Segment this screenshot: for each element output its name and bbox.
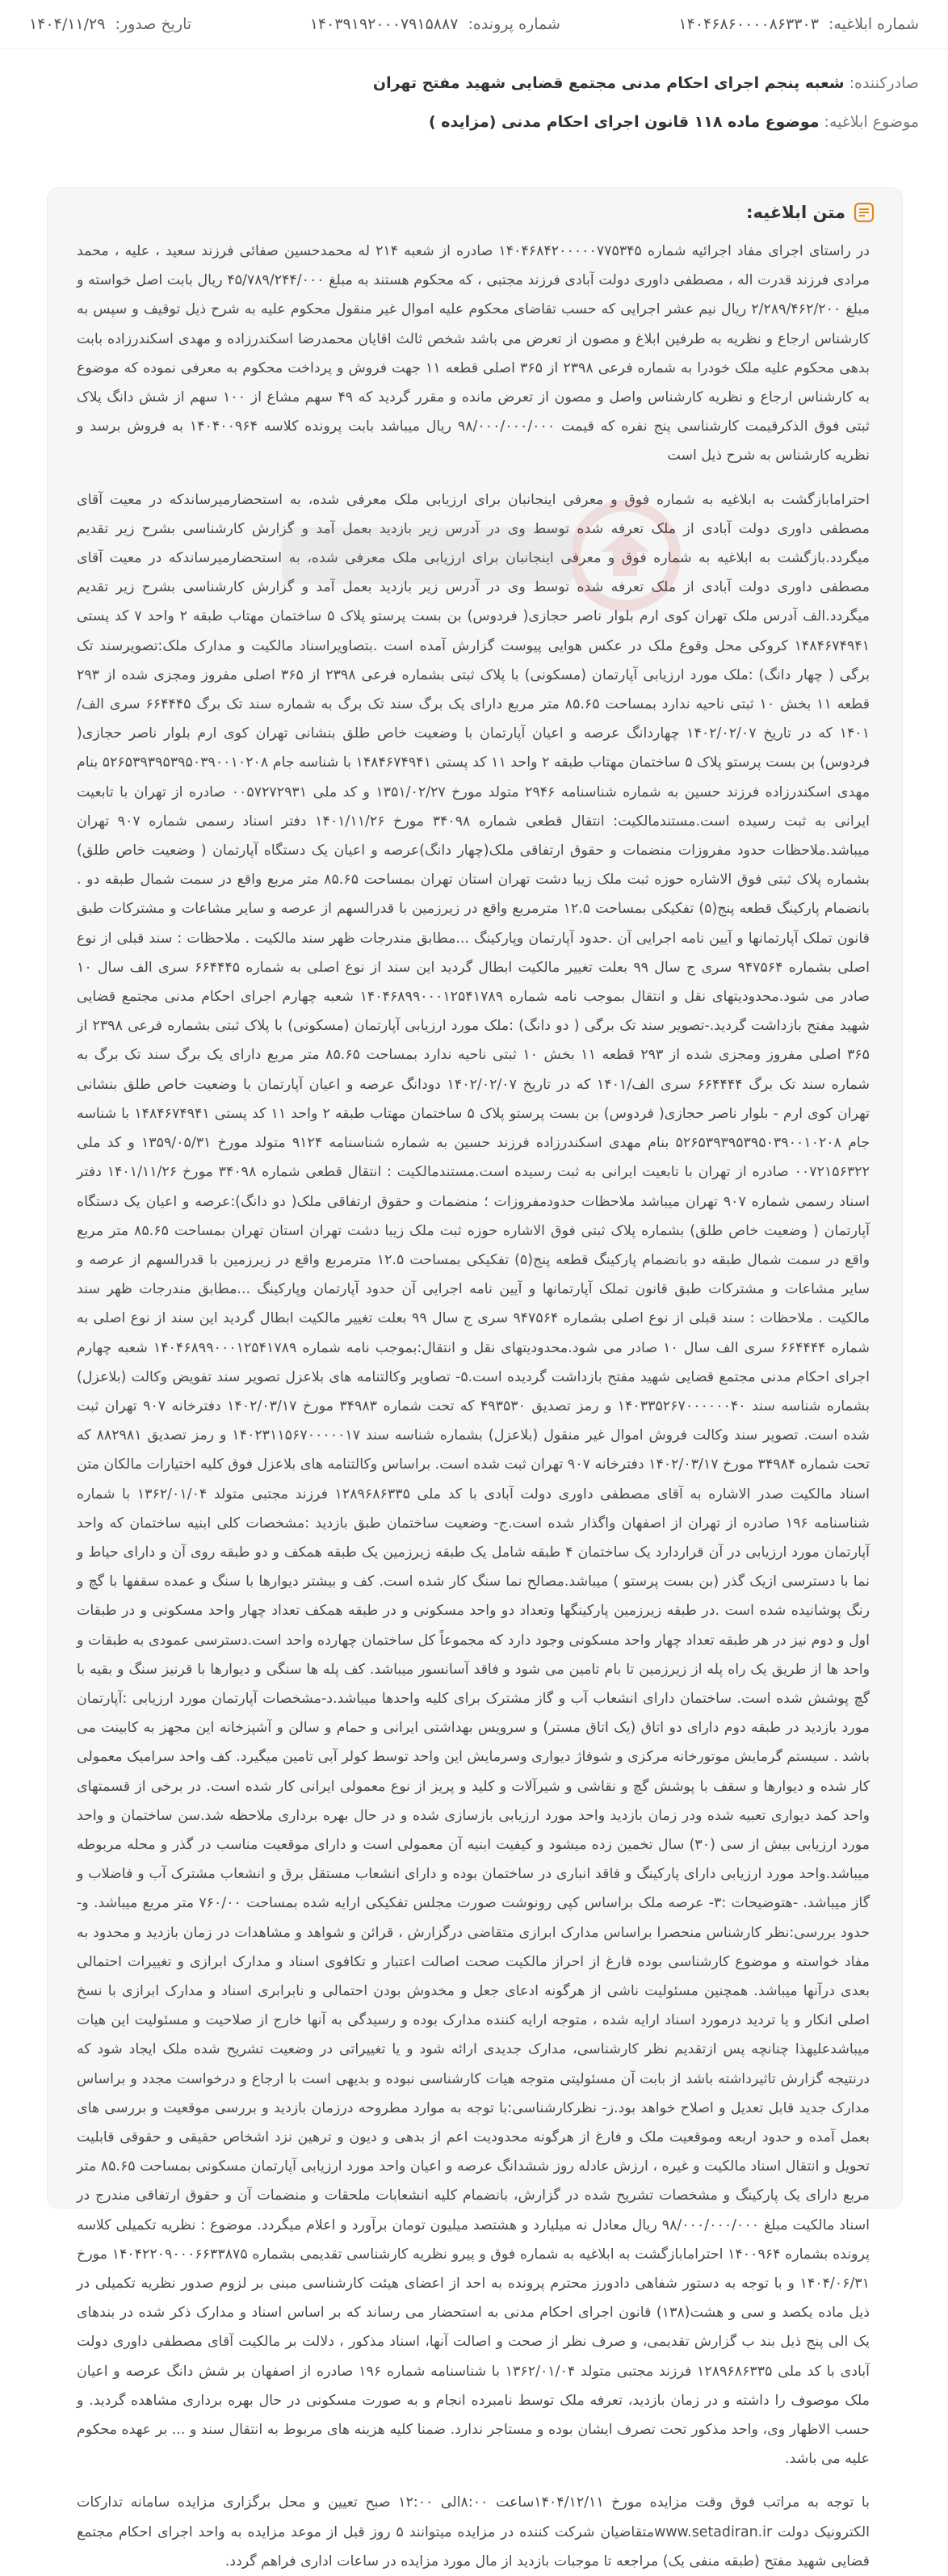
issue-date-label: تاریخ صدور: — [115, 15, 192, 33]
subject-line — [0, 103, 948, 141]
section-title-label: متن ابلاغیه: — [746, 203, 845, 222]
issuer-value: شعبه پنجم اجرای احکام مدنی مجتمع قضایی شهید مفتح تهران — [372, 74, 845, 92]
case-number-label: شماره پرونده: — [468, 15, 560, 33]
issuer-label: صادرکننده: — [849, 74, 919, 92]
notice-body-card — [47, 187, 903, 2570]
section-title — [48, 188, 902, 237]
notice-number-value: ۱۴۰۴۶۸۶۰۰۰۰۸۶۳۳۰۳ — [678, 15, 819, 33]
case-number — [310, 15, 560, 33]
notice-header — [0, 0, 948, 49]
subject-label: موضوع ابلاغیه: — [824, 113, 919, 131]
notice-number-label: شماره ابلاغیه: — [828, 15, 919, 33]
paragraph: احتراماباز‌گشت به ابلاغیه به شماره فوق و معرفی اینجانبان برای ارزیابی ملک معرفی شده، به استحضارمیرساندکه در معیت آقای مصطفی داوری دولت آبادی از ملک تعرفه شده توسط وی در آدرس زیر بازدید بعمل آمد و گزارش کارشناسی بشرح زیر تقدیم میگردد.بازگشت به ابلاغیه به شماره فوق و معرفی اینجانبان برای ارزیابی ملک معرفی شده، به استحضارمیرساندکه در معیت آقای مصطفی داوری دولت آبادی از ملک تعرفه شده توسط وی در آدرس زیر بازدید بعمل آمد و گزارش کارشناسی بشرح زیر تقدیم میگردد.الف آدرس ملک تهران کوی ارم بلوار ناصر حجازی( فردوس) بن بست پرستو پلاک ۵ ساختمان مهتاب طبقه ۲ واحد ۷ کد پستی ۱۴۸۴۶۷۴۹۴۱ کروکی محل وقوع ملک در عکس هوایی پیوست گزارش آمده است .بتصاویراسناد مالکیت و مدارک ملک:تصویرسند تک برگی ( چهار دانگ) :ملک مورد ارزیابی آپارتمان (مسکونی) با پلاک ثبتی بشماره فرعی ۲۳۹۸ از ۳۶۵ اصلی مفروز ومجزی شده از ۲۹۳ قطعه ۱۱ بخش ۱۰ ثبتی ناحیه ندارد بمساحت ۸۵.۶۵ متر مربع دارای یک برگ سند تک برگ به شماره سند تک برگ ۶۶۴۴۴۵ سری الف/۱۴۰۱ که در تاریخ ۱۴۰۲/۰۲/۰۷ چهاردانگ عرصه و اعیان آپارتمان با وضعیت خاص طلق بنشانی تهران کوی ارم بلوار ناصر حجازی( فردوس) بن بست پرستو پلاک ۵ ساختمان مهتاب طبقه ۲ واحد ۱۱ کد پستی ۱۴۸۴۶۷۴۹۴۱ با شناسه جام ۵۲۶۵۳۹۳۹۵۳۹۵۰۳۹۰۰۱۰۲۰۸ بنام مهدی اسکندرزاده فرزند حسین به شماره شناسنامه ۲۹۴۶ متولد مورخ ۱۳۵۱/۰۲/۲۷ و کد ملی ۰۰۵۷۲۷۲۹۳۱ صادره از تهران با تابعیت ایرانی به ثبت رسیده است.مستندمالکیت: انتقال قطعی شماره ۳۴۰۹۸ مورخ ۱۴۰۱/۱۱/۲۶ دفتر اسناد رسمی شماره ۹۰۷ تهران میباشد.ملاحظات حدود مفروزات منضمات و حقوق ارتفاقی ملک(چهار دانگ)عرصه و اعیان یک دستگاه آپارتمان ( وضعیت خاص طلق) بشماره پلاک ثبتی فوق الاشاره حوزه ثبت ملک زیبا دشت تهران استان تهران بمساحت ۸۵.۶۵ متر مربع واقع در سمت شمال طبقه دو . بانضمام پارکینگ قطعه پنج(۵) تفکیکی بمساحت ۱۲.۵ مترمربع واقع در زیرزمین با قدرالسهم از عرصه و سایر مشاعات و مشترکات طبق قانون تملک آپارتمانها و آیین نامه اجرایی آن .حدود آپارتمان وپارکینگ ...مطابق مندرجات ظهر سند مالکیت . ملاحظات : سند قبلی از نوع اصلی بشماره ۹۴۷۵۶۴ سری ج سال ۹۹ بعلت تغییر مالکیت ابطال گردید این سند از نوع اصلی به شماره ۶۶۴۴۴۵ سری الف سال ۱۰ صادر می شود.محدودیتهای نقل و انتقال بموجب نامه شماره ۱۴۰۴۶۸۹۹۰۰۰۱۲۵۴۱۷۸۹ شعبه چهارم اجرای احکام مدنی مجتمع قضایی شهید مفتح بازداشت گردید.-تصویر سند تک برگی ( دو دانگ) :ملک مورد ارزیابی آپارتمان (مسکونی) با پلاک ثبتی بشماره فرعی ۲۳۹۸ از ۳۶۵ اصلی مفروز ومجزی شده از ۲۹۳ قطعه ۱۱ بخش ۱۰ ثبتی ناحیه ندارد بمساحت ۸۵.۶۵ متر مربع دارای یک برگ سند تک برگ به شماره سند تک برگ ۶۶۴۴۴۴ سری الف/۱۴۰۱ که در تاریخ ۱۴۰۲/۰۲/۰۷ دودانگ عرصه و اعیان آپارتمان با وضعیت خاص طلق بنشانی تهران کوی ارم - بلوار ناصر حجازی( فردوس) بن بست پرستو پلاک ۵ ساختمان مهتاب طبقه ۲ واحد ۱۱ کد پستی ۱۴۸۴۶۷۴۹۴۱ با شناسه جام ۵۲۶۵۳۹۳۹۵۳۹۵۰۳۹۰۰۱۰۲۰۸ بنام مهدی اسکندرزاده فرزند حسین به شماره شناسنامه ۹۱۲۴ متولد مورخ ۱۳۵۹/۰۵/۳۱ و کد ملی ۰۰۷۲۱۵۶۳۲۲ صادره از تهران با تابعیت ایرانی به ثبت رسیده است.مستندمالکیت : انتقال قطعی شماره ۳۴۰۹۸ مورخ ۱۴۰۱/۱۱/۲۶ دفتر اسناد رسمی شماره ۹۰۷ تهران میباشد ملاحظات حدودمفروزات ؛ منضمات و حقوق ارتفاقی ملک( دو دانگ):عرصه و اعیان یک دستگاه آپارتمان ( وضعیت خاص طلق) بشماره پلاک ثبتی فوق الاشاره حوزه ثبت ملک زیبا دشت تهران استان تهران بمساحت ۸۵.۶۵ متر مربع واقع در سمت شمال طبقه دو بانضمام پارکینگ قطعه پنج(۵) تفکیکی بمساحت ۱۲.۵ مترمربع واقع در زیرزمین با قدرالسهم از عرصه و سایر مشاعات و مشترکات طبق قانون تملک آپارتمانها و آیین نامه اجرایی آن حدود آپارتمان وپارکینگ ...مطابق مندرجات ظهر سند مالکیت . ملاحظات : سند قبلی از نوع اصلی بشماره ۹۴۷۵۶۴ سری ج سال ۹۹ بعلت تغییر مالکیت ابطال گردید این سند از نوع اصلی به شماره ۶۶۴۴۴۴ سری الف سال ۱۰ صادر می شود.محدودیتهای نقل و انتقال:بموجب نامه شماره ۱۴۰۴۶۸۹۹۰۰۰۱۲۵۴۱۷۸۹ شعبه چهارم اجرای احکام مدنی مجتمع قضایی شهید مفتح بازداشت گردیده است.۵- تصاویر وکالتنامه های بلاعزل تصویر سند تفویض وکالت (بلاعزل) بشماره شناسه سند ۱۴۰۳۳۵۲۶۷۰۰۰۰۰۰۴۰ و رمز تصدیق ۴۹۳۵۳۰ که تحت شماره ۳۴۹۸۳ مورخ ۱۴۰۲/۰۳/۱۷ دفترخانه ۹۰۷ تهران ثبت شده است. تصویر سند وکالت فروش اموال غیر منقول (بلاعزل) بشماره شناسه سند ۱۴۰۲۳۱۱۵۶۷۰۰۰۰۰۱۷ و رمز تصدیق ۸۸۲۹۸۱ که تحت شماره ۳۴۹۸۴ مورخ ۱۴۰۲/۰۳/۱۷ دفترخانه ۹۰۷ تهران ثبت شده است. براساس وکالتنامه های بلاعزل فوق کلیه اختیارات مالکان متن اسناد مالکیت صدر الاشاره به آقای مصطفی داوری دولت آبادی با کد ملی ۱۲۸۹۶۸۶۳۳۵ فرزند مجتبی متولد ۱۳۶۲/۰۱/۰۴ با شماره شناسنامه ۱۹۶ صادره از تهران از اصفهان واگذار شده است.ج- وضعیت ساختمان طبق بازدید :مشخصات کلی ابنیه ساختمان که واحد آپارتمان مورد ارزیابی در آن قراردارد یک ساختمان ۴ طبقه شامل یک طبقه زیرزمین یک طبقه همکف و دو طبقه روی آن و دارای حیاط و نما با دسترسی ازیک گذر (بن بست پرستو ) میباشد.مصالح نما سنگ کار شده است. کف و بیشتر دیوارها با سنگ و عمده سقفها با گچ و رنگ پوشانیده شده است .در طبقه زیرزمین پارکینگها وتعداد دو واحد مسکونی و در طبقه همکف تعداد چهار واحد مسکونی و در طبقات اول و دوم نیز در هر طبقه تعداد چهار واحد مسکونی وجود دارد که مجموعاً کل ساختمان چهارده واحد است.دسترسی عمودی به طبقات و واحد ها از طریق یک راه پله از زیرزمین تا بام تامین می شود و فاقد آسانسور میباشد. کف پله ها سنگی و دیوارها با قرنیز سنگ و بقیه با گچ پوشش شده است. ساختمان دارای انشعاب آب و گاز مشترک برای کلیه واحدها میباشد.د-مشخصات آپارتمان مورد ارزیابی :آپارتمان مورد بازدید در طبقه دوم دارای دو اتاق (یک اتاق مستر) و سرویس بهداشتی ایرانی و حمام و سالن و آشپزخانه این مجهز به کابینت می باشد . سیستم گرمایش موتورخانه مرکزی و شوفاژ دیواری وسرمایش این واحد توسط کولر آبی تامین میگیرد. کف واحد سرامیک معمولی کار شده و دیوارها و سقف با پوشش گچ و نقاشی و شیرآلات و کلید و پریز از نوع معمولی ایرانی کار شده است. در برخی از قسمتهای واحد کمد دیواری تعبیه شده ودر زمان بازدید واحد مورد ارزیابی بازسازی شده و در حال بهره برداری ملاحظه شد.سن ساختمان و واحد مورد ارزیابی بیش از سی (۳۰) سال تخمین زده میشود و کیفیت ابنیه آن معمولی است و دارای موقعیت مناسب در گذر و محله مربوطه میباشد.واحد مورد ارزیابی دارای پارکینگ و فاقد انباری در ساختمان بوده و دارای انشعاب مستقل برق و انشعاب مشترک آب و فاضلاب و گاز میباشد. -هتوضیحات :۳- عرصه ملک براساس کپی رونوشت صورت مجلس تفکیکی ارایه شده بمساحت ۷۶۰/۰۰ متر مربع میباشد. و- حدود بررسی:نظر کارشناس منحصرا براساس مدارک ابرازی متقاضی درگزارش ، قرائن و شواهد و مشاهدات در زمان بازدید و محدود به مفاد خواسته و موضوع کارشناسی بوده فارغ از احراز مالکیت صحت اصالت اعتبار و تکافوی اسناد و مدارک ابرازی و تغییرات احتمالی بعدی درآنها میباشد. همچنین مسئولیت ناشی از هرگونه ادعای جعل و مخدوش بودن احتمالی و نابرابری اسناد و مدارک ابرازی با نسخ اصلی انکار و یا تردید درمورد اسناد ارایه شده ، متوجه ارایه کننده مدارک بوده و رسیدگی به آنها خارج از صلاحیت و مسئولیت این هیات میباشدعلیهذا چنانچه پس ازتقدیم نظر کارشناسی، مدارک جدیدی ارائه شود و یا تغییراتی در وضعیت تشریح شده ملک ایجاد شود که درنتیجه گزارش تاثیرداشته باشد از بابت آن مسئولیتی متوجه هیات کارشناسی نبوده و بدیهی است با ارجاع و درخواست مجدد و براساس مدارک جدید قابل تعدیل و اصلاح خواهد بود.ز- نظرکارشناسی:با توجه به موارد مطروحه درزمان بازدید و بررسی موقعیت و بررسی های بعمل آمده و حدود اربعه وموقعیت ملک و فارغ از هرگونه محدودیت اعم از بدهی و دیون و ترهین نزد اشخاص حقیقی و حقوقی قابلیت تحویل و انتقال اسناد مالکیت و غیره ، ارزش عادله روز ششدانگ عرصه و اعیان واحد مورد ارزیابی آپارتمان مسکونی بمساحت ۸۵.۶۵ متر مربع دارای یک پارکینگ و مشخصات تشریح شده در گزارش، بانضمام کلیه انشعابات ملحقات و منضمات آن و حقوق ارتفاقی مندرج در اسناد مالکیت مبلغ ۹۸/۰۰۰/۰۰۰/۰۰۰ ریال معادل نه میلیارد و هشتصد میلیون تومان برآورد و اعلام میگردد. موضوع : نظریه تکمیلی کلاسه پرونده بشماره ۱۴۰۰۹۶۴ احتراماباز‌گشت به ابلاغیه به شماره فوق و پیرو نظریه کارشناسی تقدیمی بشماره ۱۴۰۴۲۲۰۹۰۰۰۶۶۳۳۸۷۵ مورخ ۱۴۰۴/۰۶/۳۱ و با توجه به دستور شفاهی دادورز محترم پرونده به احد از اعضای هیئت کارشناسی مبنی بر لزوم صدور نظریه تکمیلی در ذیل ماده یکصد و سی و هشت(۱۳۸) قانون اجرای احکام مدنی به استحضار می رساند که بر اساس اسناد و مدارک ذکر شده در بندهای یک الی پنج ذیل بند ب گزارش تقدیمی، و صرف نظر از صحت و اصالت آنها، اسناد مذکور ، دلالت بر مالکیت آقای مصطفی داوری دولت آبادی با کد ملی ۱۲۸۹۶۸۶۳۳۵ فرزند مجتبی متولد ۱۳۶۲/۰۱/۰۴ با شناسنامه شماره ۱۹۶ صادره از اصفهان بر شش دانگ عرصه و اعیان ملک موصوف را داشته و در زمان بازدید، تعرفه ملک توسط نامبرده انجام و به صورت مسکونی در حال بهره برداری مشاهده گردید. و حسب الاظهار وی، واحد مذکور تحت تصرف ایشان بوده و مستاجر ندارد. ضمنا کلیه هزینه های مربوط به انتقال سند و ... بر عهده محکوم علیه می باشد. — [77, 491, 870, 2468]
case-number-value: ۱۴۰۳۹۱۹۲۰۰۰۷۹۱۵۸۸۷ — [309, 15, 459, 33]
paragraph: در راستای اجرای مفاد اجرائیه شماره ۱۴۰۴۶۸۴۲۰۰۰۰۰۷۷۵۳۴۵ صادره از شعبه ۲۱۴ له محمدحسین صفائی فرزند سعید ، علیه ، محمد مرادی فرزند قدرت اله ، مصطفی داوری دولت آبادی فرزند مجتبی ، که محکوم هستند به مبلغ ۴۵/۷۸۹/۲۴۴/۰۰۰ ریال بابت اصل خواسته و مبلغ ۲/۲۸۹/۴۶۲/۲۰۰ ریال نیم عشر اجرایی که حسب تقاضای محکوم علیه اموال غیر منقول محکوم علیه به شرح ذیل توقیف و سپس به کارشناس ارجاع و نظریه به طرفین ابلاغ و مصون از تعرض می باشد شخص ثالث اقایان محمدرضا اسکندرزاده و مهدی اسکندرزاده بابت بدهی محکوم علیه ملک خودرا به شماره فرعی ۲۳۹۸ از ۳۶۵ اصلی قطعه ۱۱ جهت فروش و پرداخت محکوم به معرفی نموده که موضوع به کارشناس ارجاع و نظریه کارشناس واصل و مصون از تعرض مانده و مقرر گردید که ۴۹ سهم مشاع از ۱۰۰ سهم از شش دانگ پلاک ثبتی فوق الذکرقیمت کارشناسی پنج نفره که قیمت ۹۸/۰۰۰/۰۰۰/۰۰۰ ریال میباشد بابت پرونده کلاسه ۱۴۰۴۰۰۹۶۴ به فروش برسد و نظریه کارشناس به شرح ذیل است — [77, 243, 870, 464]
paragraph: با توجه به مراتب فوق وقت مزایده مورخ ۱۴۰۴/۱۲/۱۱ساعت ۸:۰۰الی ۱۲:۰۰ صبح تعیین و محل برگزاری مزایده سامانه تدارکات الکترونیک دولت www.setadiran.irمتقاضیان شرکت کننده در مزایده میتوانند ۵ روز قبل از موعد مزایده به واحد اجرای احکام مجتمع قضایی شهید مفتح (طبقه منفی یک) مراجعه تا موجبات بازدید از مال مورد مزایده در ساعات اداری فراهم گردد. — [77, 2494, 870, 2570]
document-icon — [854, 202, 875, 223]
notice-text — [48, 237, 902, 2576]
notice-number — [678, 15, 919, 33]
issue-date — [29, 15, 191, 33]
subject-value: موضوع ماده ۱۱۸ قانون اجرای احکام مدنی (مزایده ) — [429, 113, 820, 131]
issue-date-value: ۱۴۰۴/۱۱/۲۹ — [29, 15, 106, 33]
issuer-line — [0, 64, 948, 103]
